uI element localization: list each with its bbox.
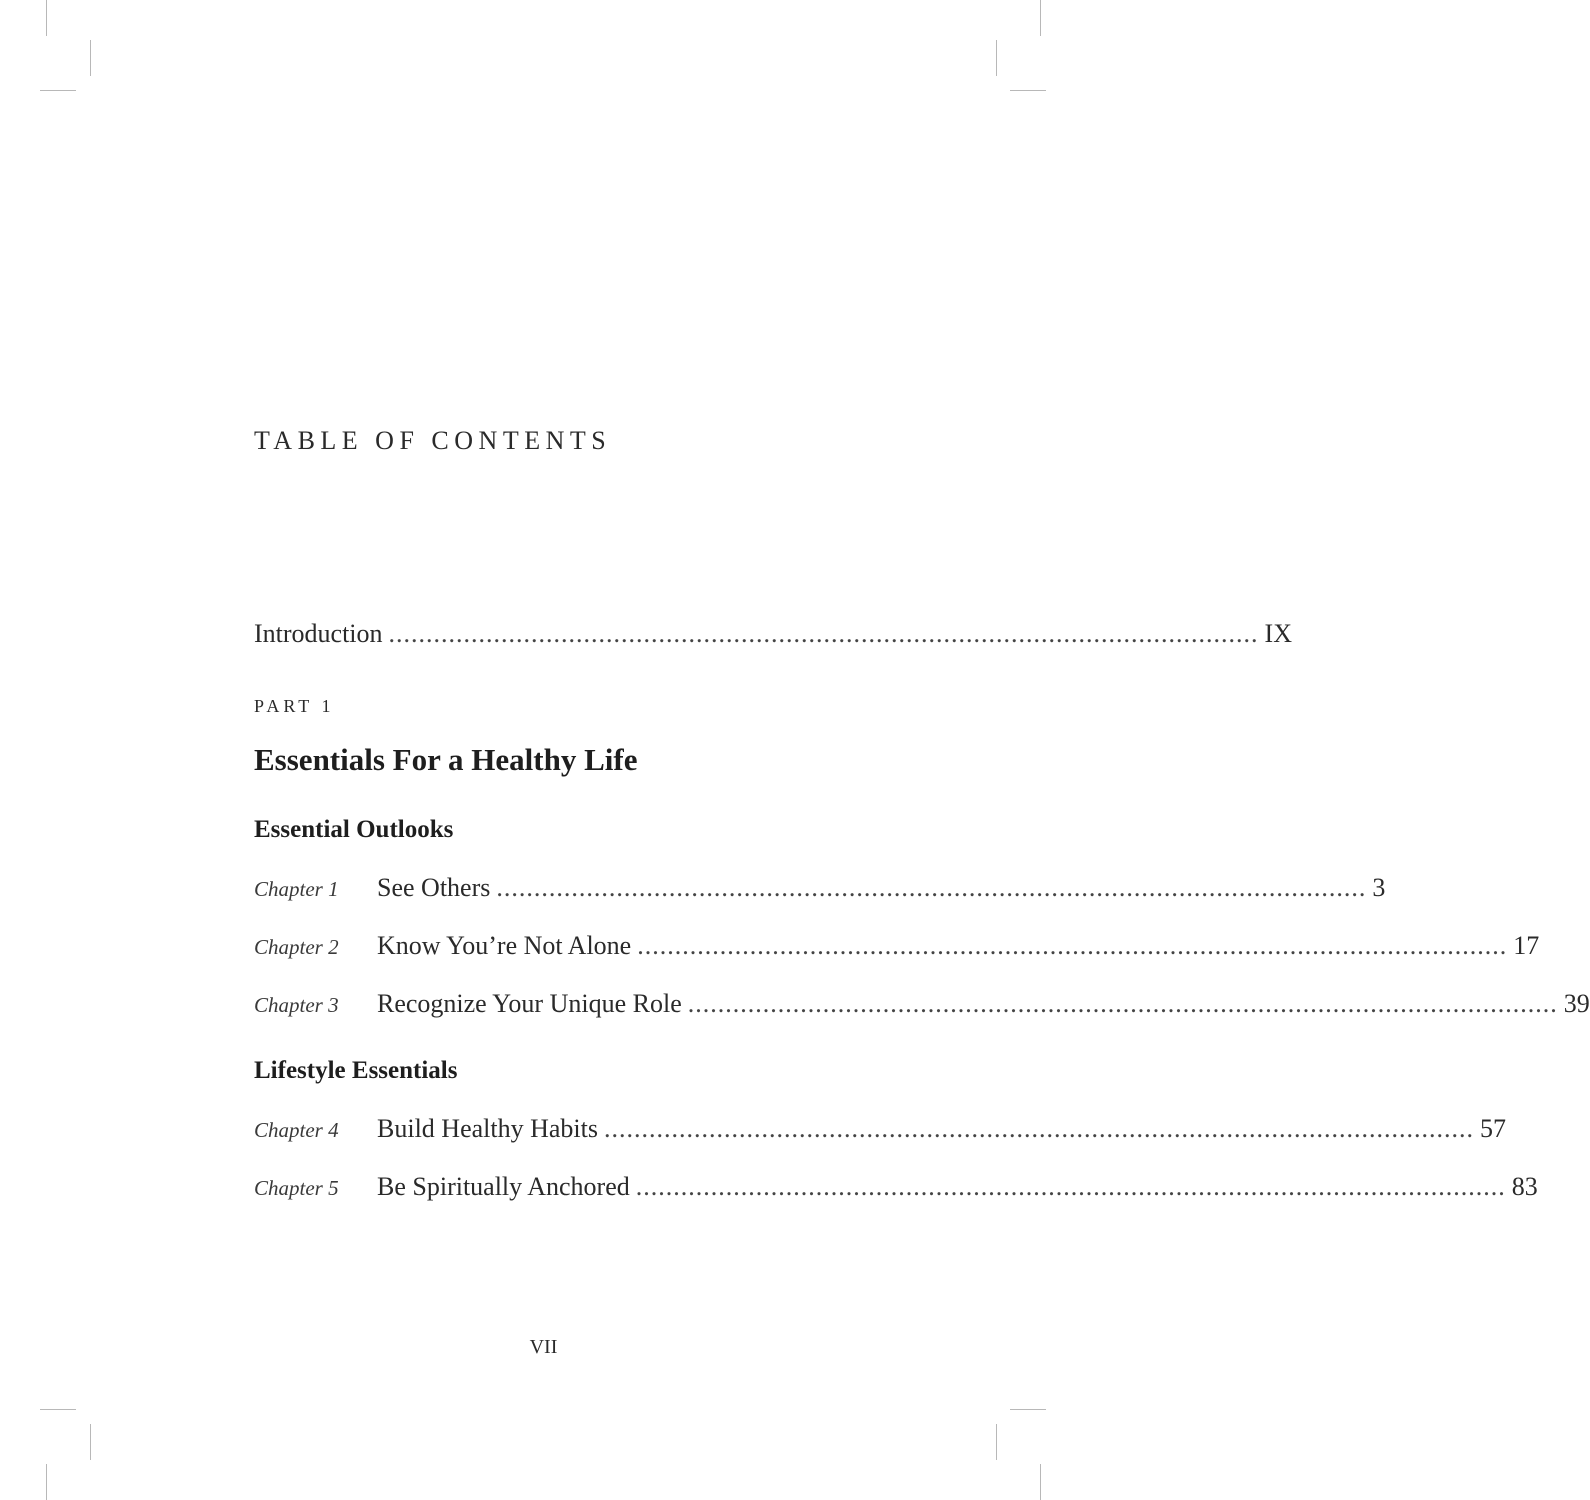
dot-leader: .................................................................................................................... [388, 619, 1259, 648]
page-folio: VII [529, 1336, 558, 1358]
crop-mark-bottom-right-vertical [996, 1424, 997, 1460]
crop-mark-bottom-left-vertical [90, 1424, 91, 1460]
crop-mark-top-right-horizontal [1010, 90, 1046, 91]
toc-entry-introduction[interactable] [254, 616, 1292, 652]
entry-page-number: 39 [1563, 989, 1590, 1018]
crop-mark-top-right-vertical [1040, 0, 1041, 36]
entry-page-number: IX [1264, 619, 1292, 648]
crop-mark-top-left-vertical [46, 0, 47, 36]
toc-entry-chapter-4[interactable] [254, 1111, 1506, 1148]
entry-title: Be Spiritually Anchored [377, 1172, 630, 1201]
crop-mark-bottom-right-horizontal [1010, 1409, 1046, 1410]
dot-leader: .................................................................................................................... [635, 1172, 1506, 1201]
chapter-label: Chapter 2 [254, 935, 339, 959]
entry-title: See Others [377, 873, 491, 902]
part-title: Essentials For a Healthy Life [254, 742, 638, 777]
entry-page-number: 83 [1511, 1172, 1538, 1201]
section-title-essential-outlooks: Essential Outlooks [254, 816, 454, 843]
crop-mark-bottom-left-vertical-2 [46, 1464, 47, 1500]
chapter-label: Chapter 4 [254, 1118, 339, 1142]
part-label: PART 1 [254, 696, 335, 716]
crop-mark-bottom-right-vertical-2 [1040, 1464, 1041, 1500]
toc-entry-chapter-1[interactable] [254, 870, 1386, 907]
crop-mark-bottom-left-horizontal [40, 1409, 76, 1410]
entry-page-number: 3 [1372, 873, 1386, 902]
entry-title: Recognize Your Unique Role [377, 989, 682, 1018]
dot-leader: .................................................................................................................... [496, 873, 1367, 902]
crop-mark-top-left-horizontal [40, 90, 76, 91]
toc-heading: TABLE OF CONTENTS [254, 426, 612, 455]
section-title-lifestyle-essentials: Lifestyle Essentials [254, 1057, 458, 1084]
crop-mark-top-right-vertical-2 [996, 40, 997, 76]
entry-title: Introduction [254, 619, 383, 648]
dot-leader: .................................................................................................................... [637, 931, 1508, 960]
dot-leader: .................................................................................................................... [687, 989, 1558, 1018]
dot-leader: .................................................................................................................... [603, 1114, 1474, 1143]
entry-page-number: 17 [1513, 931, 1540, 960]
chapter-label: Chapter 1 [254, 877, 339, 901]
entry-title: Build Healthy Habits [377, 1114, 598, 1143]
entry-page-number: 57 [1479, 1114, 1506, 1143]
entry-title: Know You’re Not Alone [377, 931, 632, 960]
toc-entry-chapter-2[interactable] [254, 928, 1540, 965]
chapter-label: Chapter 3 [254, 993, 339, 1017]
crop-mark-top-left-vertical-2 [90, 40, 91, 76]
chapter-label: Chapter 5 [254, 1176, 339, 1200]
toc-entry-chapter-3[interactable] [254, 986, 1590, 1023]
toc-entry-chapter-5[interactable] [254, 1169, 1538, 1206]
